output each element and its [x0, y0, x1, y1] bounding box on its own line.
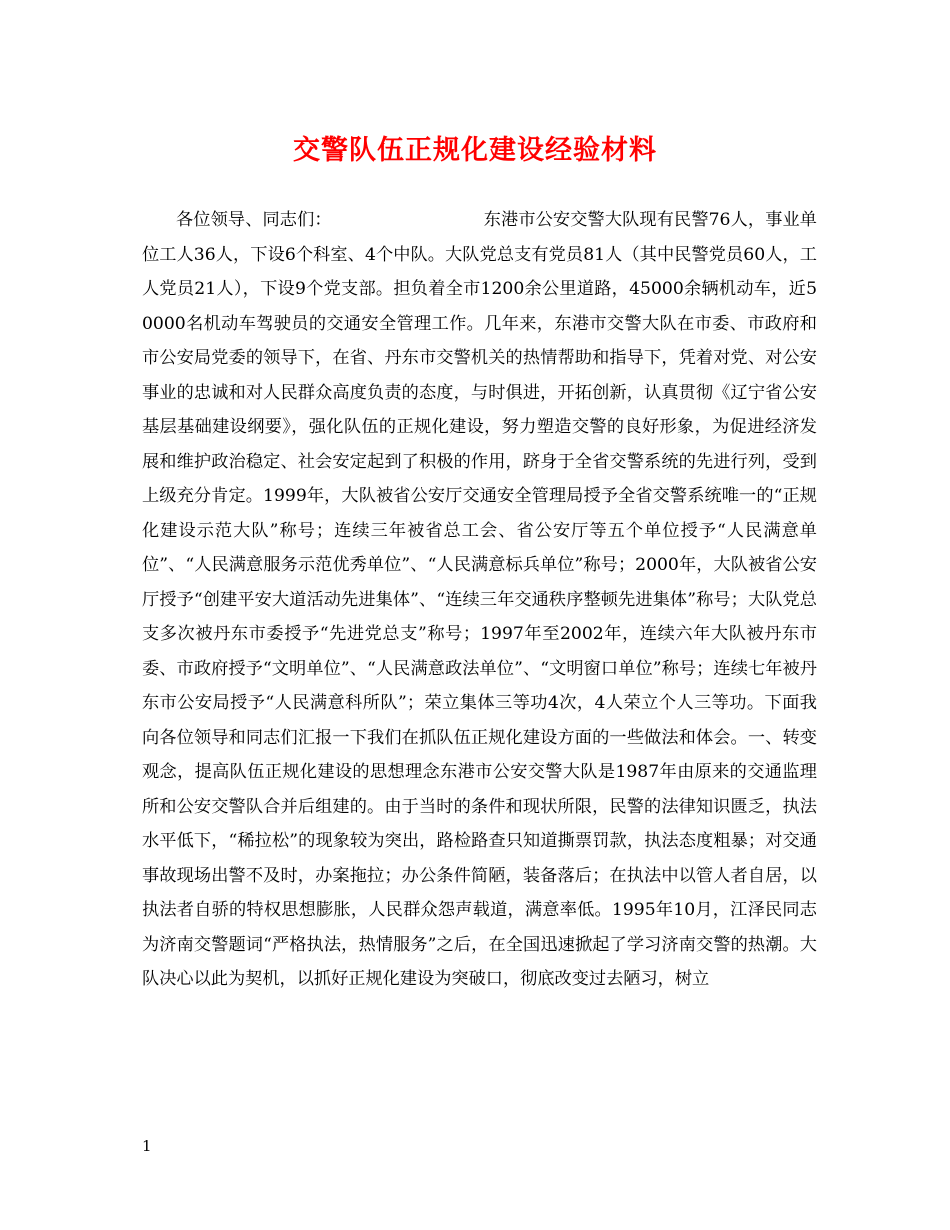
salutation: 各位领导、同志们： [176, 210, 332, 230]
document-title: 交警队伍正规化建设经验材料 [293, 135, 657, 166]
body-text: 东港市公安交警大队现有民警76人，事业单位工人36人，下设6个科室、4个中队。大队党总支有党员81人（其中民警党员60人，工人党员21人），下设9个党支部。担负着全市1200余公里道路，45000余辆机动车，近50000名机动车驾驶员的交通安全管理工作。几年来，东港市交警大队在市委、市政府和市公安局党委的领导下，在省、丹东市交警机关的热情帮助和指导下，凭着对党、对公安事业的忠诚和对人民群众高度负责的态度，与时俱进，开拓创新，认真贯彻《辽宁省公安基层基础建设纲要》，强化队伍的正规化建设，努力塑造交警的良好形象，为促进经济发展和维护政治稳定、社会安定起到了积极的作用，跻身于全省交警系统的先进行列，受到上级充分肯定。1999年，大队被省公安厅交通安全管理局授予全省交警系统唯一的“正规化建设示范大队”称号；连续三年被省总工会、省公安厅等五个单位授予“人民满意单位”、“人民满意服务示范优秀单位”、“人民满意标兵单位”称号；2000年，大队被省公安厅授予“创建平安大道活动先进集体”、“连续三年交通秩序整顿先进集体”称号；大队党总支多次被丹东市委授予“先进党总支”称号；1997年至2002年，连续六年大队被丹东市委、市政府授予“文明单位”、“人民满意政法单位”、“文明窗口单位”称号；连续七年被丹东市公安局授予“人民满意科所队”；荣立集体三等功4次，4人荣立个人三等功。下面我向各位领导和同志们汇报一下我们在抓队伍正规化建设方面的一些做法和体会。一、转变观念，提高队伍正规化建设的思想理念东港市公安交警大队是1987年由原来的交通监理所和公安交警队合并后组建的。由于当时的条件和现状所限，民警的法律知识匮乏，执法水平低下，“稀拉松”的现象较为突出，路检路查只知道撕票罚款，执法态度粗暴；对交通事故现场出警不及时，办案拖拉；办公条件简陋，装备落后；在执法中以管人者自居，以执法者自骄的特权思想膨胀，人民群众怨声载道，满意率低。1995年10月，江泽民同志为济南交警题词“严格执法，热情服务”之后，在全国迅速掀起了学习济南交警的热潮。大队决心以此为契机，以抓好正规化建设为突破口，彻底改变过去陋习，树立 [142, 210, 817, 989]
body-paragraph [142, 203, 817, 997]
page-number: 1 [142, 1137, 152, 1155]
